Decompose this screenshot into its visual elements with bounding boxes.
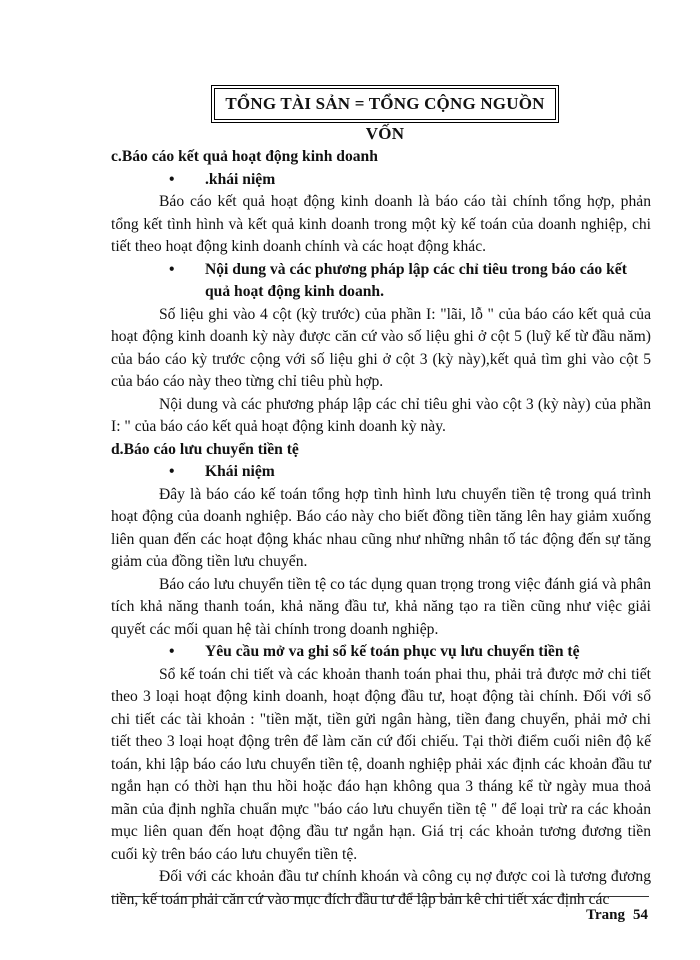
section-c-heading: c.Báo cáo kết quả hoạt động kinh doanh	[111, 148, 378, 165]
section-d-paragraph-3: Sổ kế toán chi tiết và các khoản thanh toán phai thu, phải trả được mở chi tiết theo 3 loại hoạt động kinh doanh, hoạt động đầu tư, hoạt động tài chính. Đối với sổ chi tiết các tài khoản : "tiền mặt, tiền gửi ngân hàng, tiền đang chuyển, phải mở chi tiết theo 3 loại hoạt động trên để làm căn cứ đối chiếu. Tại thời điểm cuối niên độ kế toán, khi lập báo cáo lưu chuyển tiền tệ, doanh nghiệp phải xác định các khoản đầu tư ngắn hạn có thời hạn thu hồi hoặc đáo hạn không qua 3 tháng kể từ ngày mua thoả mãn của định nghĩa chuẩn mực "báo cáo lưu chuyển tiền tệ " để loại trừ ra các khoản mục liên quan đến hoạt động đầu tư ngắn hạn. Giá trị các khoản tương đương tiền cuối kỳ trên báo cáo lưu chuyển tiền tệ.	[111, 665, 651, 863]
section-c-bullet-method: • Nội dung và các phương pháp lập các chỉ tiêu trong báo cáo kết quả hoạt động kinh doanh.	[169, 259, 651, 304]
section-c-bullet-concept: • .khái niệm	[169, 169, 651, 192]
footer-divider	[111, 896, 649, 897]
section-d-bullet-concept: • Khái niệm	[169, 461, 651, 484]
section-d-paragraph-2: Báo cáo lưu chuyển tiền tệ co tác dụng quan trọng trong việc đánh giá và phân tích khả năng thanh toán, khả năng đầu tư, khả năng tạo ra tiền cũng như việc giải quyết các mối quan hệ tài chính trong doanh nghiệp.	[111, 575, 651, 638]
page-title: TỔNG TÀI SẢN = TỔNG CỘNG NGUỒN VỐN	[214, 88, 556, 120]
section-d-paragraph-4: Đối với các khoản đầu tư chính khoán và công cụ nợ được coi là tương đương tiền, kế toán phải căn cứ vào mục đích đầu tư để lập bản kê chi tiết xác định các	[111, 868, 651, 908]
footer-label: Trang	[586, 907, 625, 923]
section-c-paragraph-3: Nội dung và các phương pháp lập các chỉ tiêu ghi vào cột 3 (kỳ này) của phần I: " của báo cáo kết quả hoạt động kinh doanh kỳ này.	[111, 395, 651, 435]
section-d-heading: d.Báo cáo lưu chuyển tiền tệ	[111, 440, 299, 458]
section-d-paragraph-1: Đây là báo cáo kế toán tổng hợp tình hình lưu chuyển tiền tệ trong quá trình hoạt động của doanh nghiệp. Báo cáo này cho biết đồng tiền tăng lên hay giảm xuống liên quan đến các hoạt động khác nhau cũng như những nhân tố tác động đến sự tăng giảm của đồng tiền lưu chuyển.	[111, 485, 651, 570]
section-d-bullet-requirements: • Yêu cầu mở va ghi sổ kế toán phục vụ lưu chuyển tiền tệ	[169, 641, 651, 664]
section-c	[111, 146, 651, 911]
section-c-paragraph-2: Số liệu ghi vào 4 cột (kỳ trước) của phần I: "lãi, lỗ " của báo cáo kết quả của hoạt động kinh doanh kỳ này được căn cứ vào số liệu ghi ở cột 5 (luỹ kế từ đầu năm) của báo cáo kỳ trước cộng với số liệu ghi ở cột 3 (kỳ này),kết quả tìm ghi vào cột 5 của báo cáo này theo từng chỉ tiêu phù hợp.	[111, 305, 651, 390]
page-footer	[586, 904, 648, 927]
section-c-paragraph-1: Báo cáo kết quả hoạt động kinh doanh là báo cáo tài chính tổng hợp, phản tổng kết tình hình và kết quả kinh doanh trong một kỳ kế toán của doanh nghiệp, chi tiết theo hoạt động kinh doanh chính và các hoạt động khác.	[111, 193, 651, 255]
page-number: 54	[633, 907, 648, 923]
